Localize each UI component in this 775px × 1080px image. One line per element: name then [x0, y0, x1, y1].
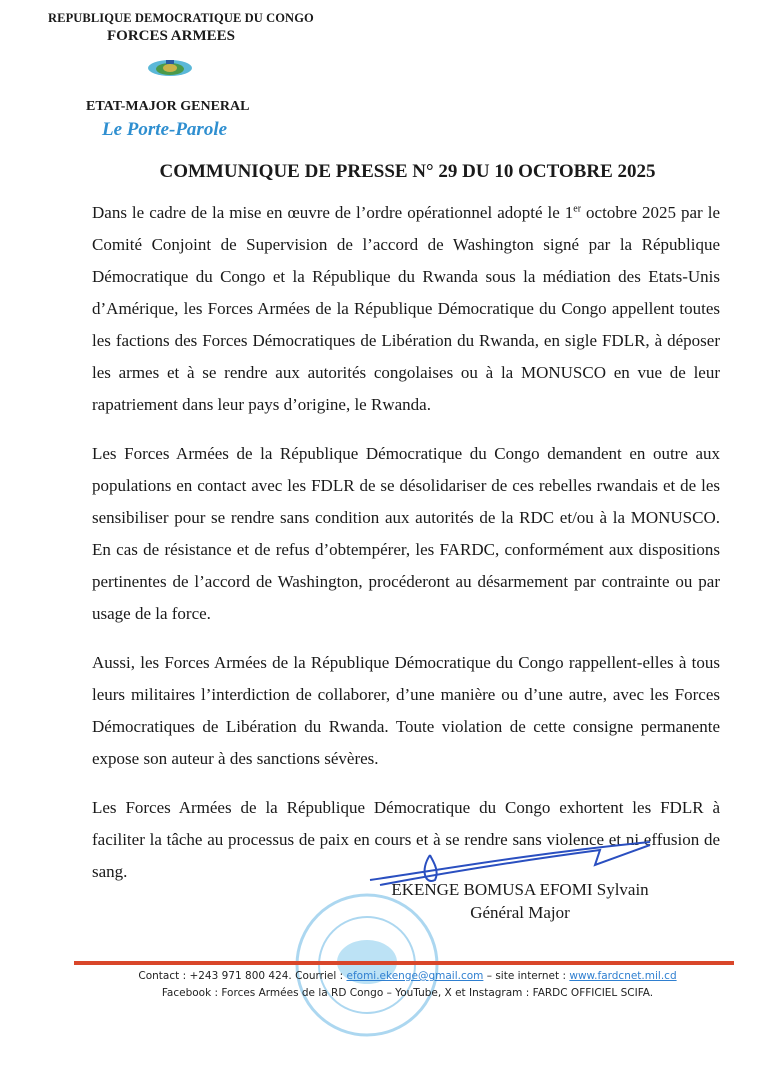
contact-text: Contact : +243 971 800 424. Courriel :	[138, 970, 347, 982]
email-link[interactable]: efomi.ekenge@gmail.com	[346, 970, 484, 982]
site-label: – site internet :	[483, 970, 570, 982]
page-title: COMMUNIQUE DE PRESSE N° 29 DU 10 OCTOBRE 2025	[159, 161, 656, 182]
superscript: er	[573, 203, 582, 215]
paragraph-2: Les Forces Armées de la République Démocratique du Congo demandent en outre aux populations en contact avec les FDLR de se désolidariser de ces rebelles rwandais et de les sensibiliser pour se rendre sans condition aux autorités de la RDC et/ou à la MONUSCO. En cas de résistance et de refus d’obtempérer, les FARDC, conformément aux dispositions pertinentes de l’accord de Washington, procéderont au désarmement par contrainte ou par usage de la force.	[92, 444, 720, 623]
paragraph-1	[92, 197, 720, 421]
paragraph-text: Dans le cadre de la mise en œuvre de l’ordre opérationnel adopté le 1	[92, 203, 574, 222]
website-link[interactable]: www.fardcnet.mil.cd	[569, 970, 677, 982]
paragraph-3: Aussi, les Forces Armées de la République Démocratique du Congo rappellent-elles à tous leurs militaires l’interdiction de collaborer, d’une manière ou d’une autre, avec les Forces Démocratiques de Libération du Rwanda. Toute violation de cette consigne permanente expose son auteur à des sanctions sévères.	[92, 653, 720, 768]
header-institution: FORCES ARMEES	[107, 28, 235, 44]
signatory-rank: Général Major	[470, 903, 570, 922]
paragraph-text: octobre 2025 par le Comité Conjoint de Supervision de l’accord de Washington signé par la République Démocratique du Congo et la République du Rwanda sous la médiation des Etats-Unis d’Amérique, les Forces Armées de la République Démocratique du Congo appellent toutes les factions des Forces Démocratiques de Libération du Rwanda, en sigle FDLR, à déposer les armes et à se rendre aux autorités congolaises ou à la MONUSCO en vue de leur rapatriement dans leur pays d’origine, le Rwanda.	[92, 203, 720, 414]
emblem-logo	[146, 58, 194, 78]
footer-social: Facebook : Forces Armées de la RD Congo – YouTube, X et Instagram : FARDC OFFICIEL SCIFA.	[161, 987, 654, 999]
header-department: ETAT-MAJOR GENERAL	[86, 99, 250, 114]
header-office: Le Porte-Parole	[102, 119, 228, 140]
document-body	[92, 197, 720, 905]
footer-contact	[0, 970, 775, 982]
footer-divider	[74, 961, 734, 965]
paragraph-4: Les Forces Armées de la République Démocratique du Congo exhortent les FDLR à faciliter la tâche au processus de paix en cours et à se rendre sans violence et ni effusion de sang.	[92, 798, 720, 881]
signatory-name: EKENGE BOMUSA EFOMI Sylvain	[391, 880, 649, 899]
header-country: REPUBLIQUE DEMOCRATIQUE DU CONGO	[48, 11, 314, 25]
